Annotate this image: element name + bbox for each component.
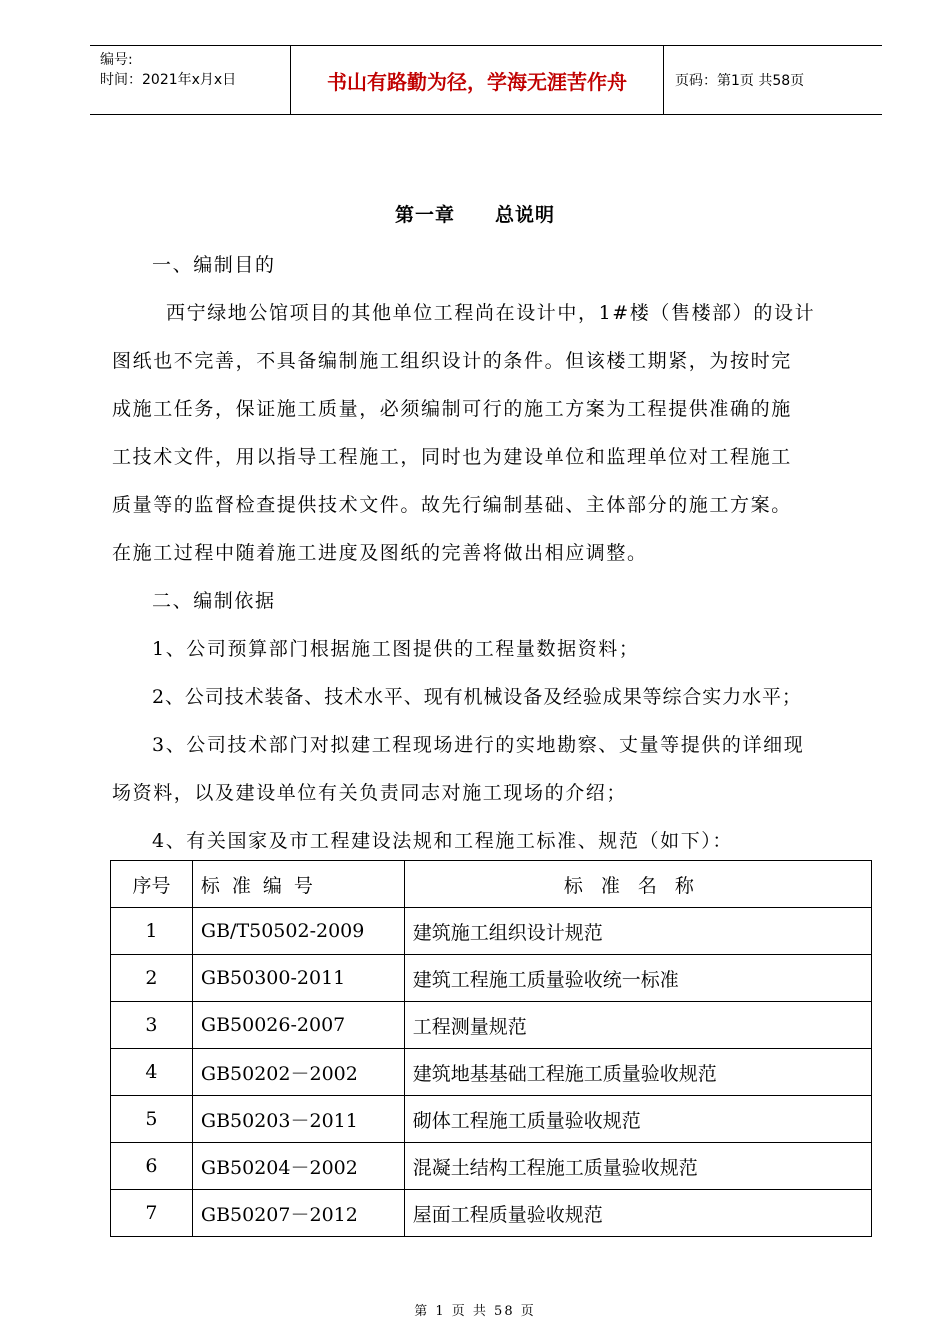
cell-code: GB50202－2002 — [192, 1049, 404, 1096]
section-title: 一、编制目的 — [152, 254, 276, 276]
list-item: 2、公司技术装备、技术水平、现有机械设备及经验成果等综合实力水平； — [152, 686, 802, 708]
table-row — [111, 1002, 872, 1049]
cell-index: 4 — [111, 1049, 193, 1096]
cell-code: GB50203－2011 — [192, 1096, 404, 1143]
cell-index: 2 — [111, 955, 193, 1002]
cell-name: 砌体工程施工质量验收规范 — [404, 1096, 871, 1143]
chapter-heading — [0, 200, 950, 227]
chapter-number: 第一章 — [394, 204, 455, 226]
cell-code: GB50204－2002 — [192, 1143, 404, 1190]
table-row — [111, 1096, 872, 1143]
list-item: 1、公司预算部门根据施工图提供的工程量数据资料； — [152, 638, 640, 660]
table-header-row — [111, 861, 872, 908]
section-title: 二、编制依据 — [152, 590, 276, 612]
list-item: 3、公司技术部门对拟建工程现场进行的实地勘察、丈量等提供的详细现 — [152, 734, 805, 756]
header-page-number: 页码：第1页 共58页 — [675, 73, 805, 89]
cell-name: 建筑施工组织设计规范 — [404, 908, 871, 955]
page-header — [90, 45, 882, 115]
standards-table — [110, 860, 872, 1237]
cell-index: 3 — [111, 1002, 193, 1049]
table-row — [111, 1190, 872, 1237]
paragraph-line: 工技术文件，用以指导工程施工，同时也为建设单位和监理单位对工程施工 — [112, 446, 792, 468]
list-item-continuation: 场资料，以及建设单位有关负责同志对施工现场的介绍； — [112, 782, 628, 804]
cell-name: 屋面工程质量验收规范 — [404, 1190, 871, 1237]
paragraph-line: 在施工过程中随着施工进度及图纸的完善将做出相应调整。 — [112, 542, 648, 564]
header-divider — [663, 46, 664, 114]
table-row — [111, 1049, 872, 1096]
table-row — [111, 908, 872, 955]
paragraph-line: 西宁绿地公馆项目的其他单位工程尚在设计中，1#楼（售楼部）的设计 — [166, 302, 816, 324]
cell-code: GB50026-2007 — [192, 1002, 404, 1049]
cell-name: 混凝土结构工程施工质量验收规范 — [404, 1143, 871, 1190]
paragraph-line: 成施工任务，保证施工质量，必须编制可行的施工方案为工程提供准确的施 — [112, 398, 792, 420]
page-footer: 第 1 页 共 58 页 — [414, 1304, 536, 1319]
chapter-title: 总说明 — [495, 204, 556, 226]
paragraph-line: 质量等的监督检查提供技术文件。故先行编制基础、主体部分的施工方案。 — [112, 494, 792, 516]
cell-index: 5 — [111, 1096, 193, 1143]
header-cell-index: 序号 — [111, 861, 193, 908]
cell-name: 建筑地基基础工程施工质量验收规范 — [404, 1049, 871, 1096]
header-motto: 书山有路勤为径，学海无涯苦作舟 — [327, 69, 627, 94]
cell-index: 1 — [111, 908, 193, 955]
table-row — [111, 1143, 872, 1190]
list-item: 4、有关国家及市工程建设法规和工程施工标准、规范（如下）： — [152, 830, 733, 852]
cell-code: GB50207－2012 — [192, 1190, 404, 1237]
cell-name: 工程测量规范 — [404, 1002, 871, 1049]
cell-code: GB50300-2011 — [192, 955, 404, 1002]
time-label: 时间：2021年x月x日 — [100, 72, 237, 88]
paragraph-line: 图纸也不完善，不具备编制施工组织设计的条件。但该楼工期紧，为按时完 — [112, 350, 792, 372]
header-cell-name: 标准名称 — [404, 861, 871, 908]
cell-index: 6 — [111, 1143, 193, 1190]
cell-code: GB/T50502-2009 — [192, 908, 404, 955]
cell-index: 7 — [111, 1190, 193, 1237]
serial-label: 编号: — [100, 52, 133, 68]
header-meta — [100, 50, 290, 90]
cell-name: 建筑工程施工质量验收统一标准 — [404, 955, 871, 1002]
table-row — [111, 955, 872, 1002]
header-cell-code: 标准编号 — [192, 861, 404, 908]
